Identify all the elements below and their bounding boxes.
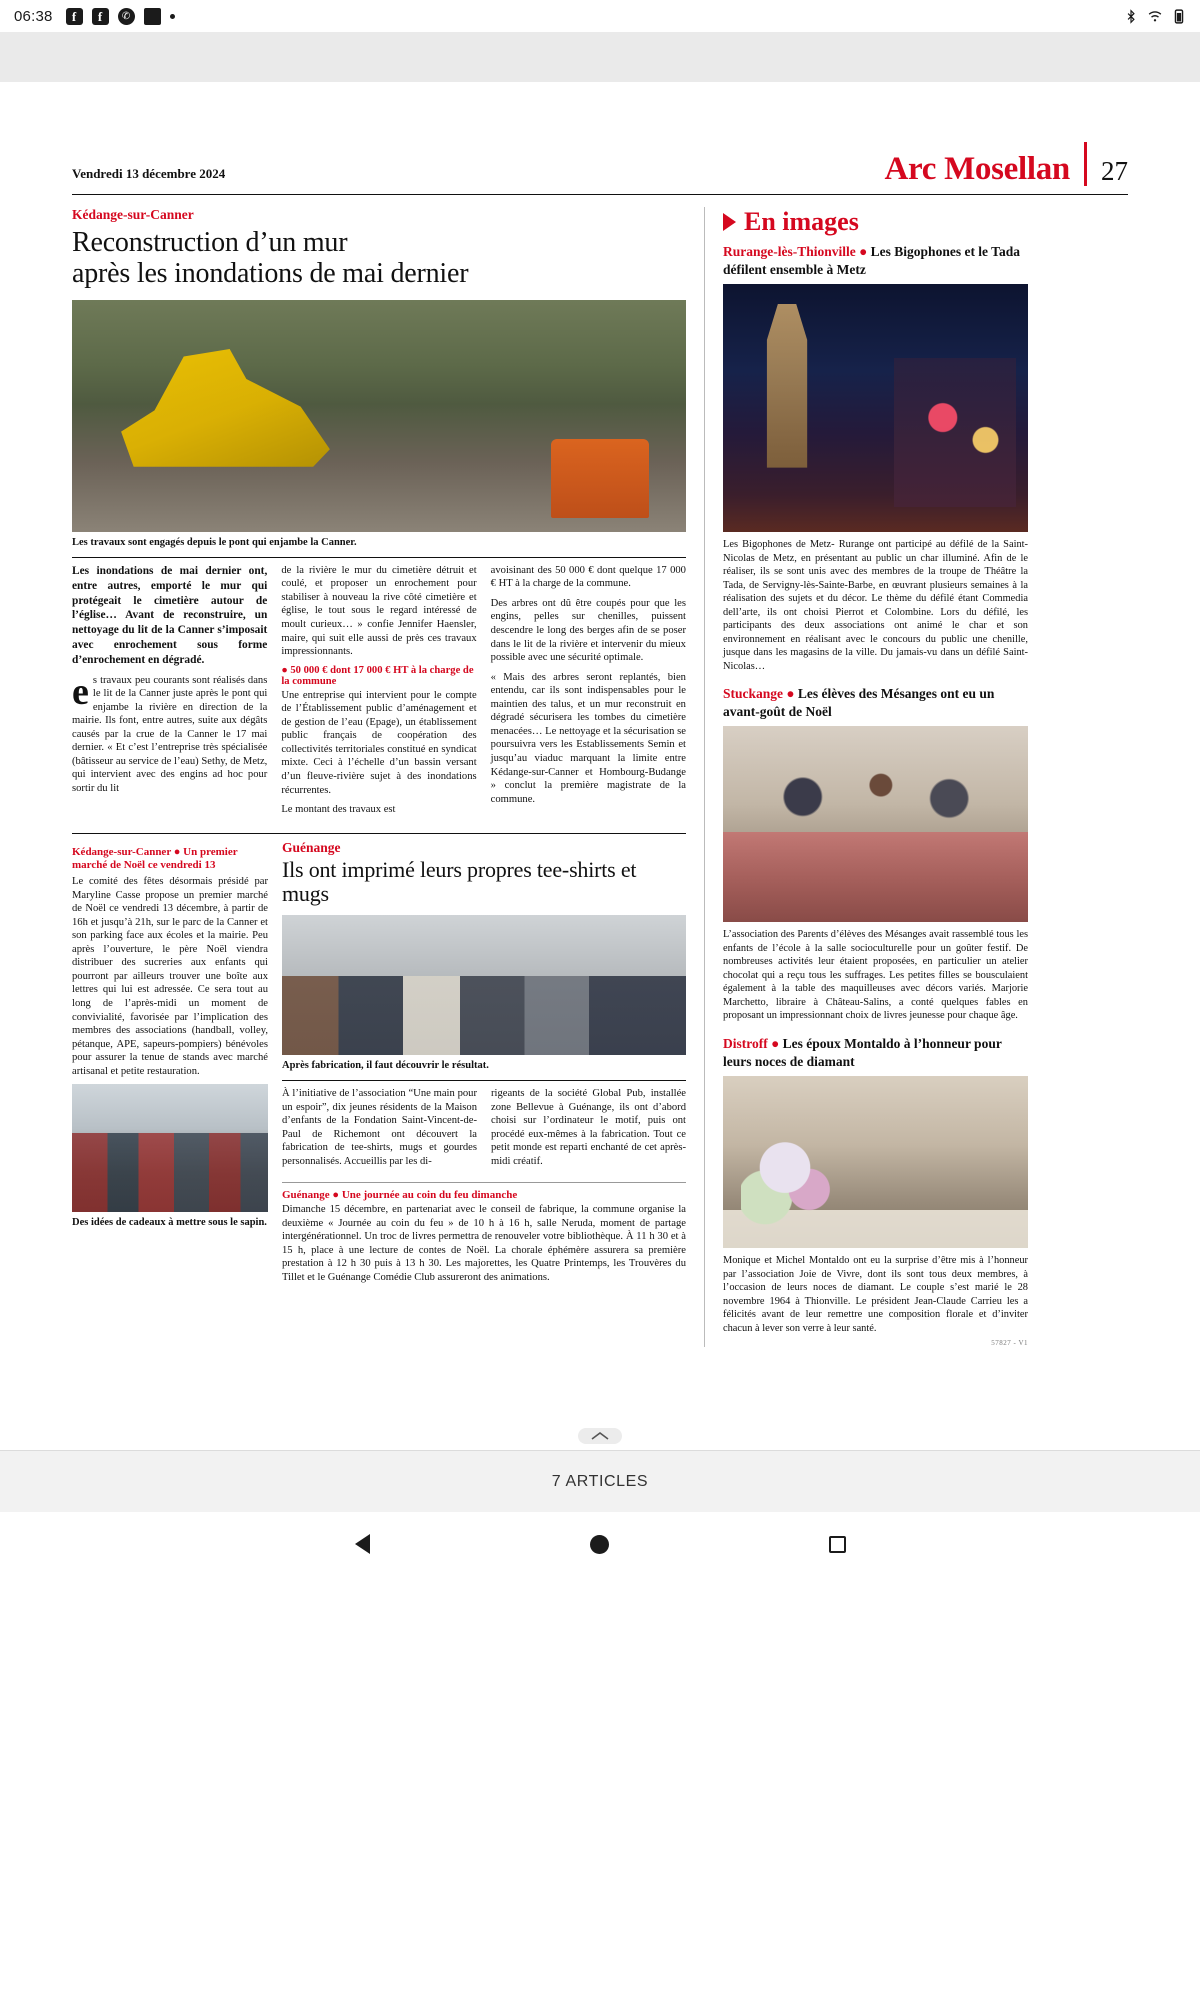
main-article-col3-p2: Des arbres ont dû être coupés pour que les engins, pelles sur chenilles, puissent descendre le long des berges afin de se poser dans le lit de la rivière et intervenir du mieux possible avec une sécurité optimale. xyxy=(490,597,686,664)
en-images-item3-title xyxy=(723,1035,1028,1070)
article-feu-body: Dimanche 15 décembre, en partenariat avec le conseil de fabrique, la commune organise la deuxième « Journée au coin du feu » de 10 h à 16 h, salle Neruda, moment de partage intergénérationnel. Un troc de livres permettra de renouveler votre bibliothèque. À 11 h 30 et à 15 h, place à une lecture de contes de Noël. La chorale éphémère assurera sa première prestation à 12 h 30 puis à 13 h 30. Les majorettes, les Quatre Printemps, les Trouvères du Tillet et le Guénange Comédie Club assureront des animations. xyxy=(282,1204,686,1283)
android-nav-area xyxy=(0,1512,1200,2000)
article-guenange-body xyxy=(282,1087,686,1174)
left-column xyxy=(72,207,704,1347)
section-divider xyxy=(282,1182,686,1183)
section-divider xyxy=(72,833,686,834)
main-article-col2-subhead: ● 50 000 € dont 17 000 € HT à la charge de la commune xyxy=(281,664,474,687)
battery-icon xyxy=(1172,8,1186,25)
articles-count-bar[interactable] xyxy=(0,1450,1200,1512)
article-guenange-photo xyxy=(282,915,686,1055)
article-marche-photo xyxy=(72,1084,268,1212)
main-article-col2-p2: Une entreprise qui intervient pour le compte de l’Établissement public d’aménagement et de gestion de l’eau (Epage), un établissement public français de coopération des collectivités territoriales constitué en syndicat mixte. Ceci à l’échelle d’un bassin versant d’un fleuve-rivière sujet à des inondations récurrentes. xyxy=(281,689,477,796)
caption-divider xyxy=(282,1080,686,1081)
masthead-divider xyxy=(72,194,1128,195)
right-column xyxy=(704,207,1028,1347)
facebook-icon: f xyxy=(66,8,83,25)
dot-icon xyxy=(170,14,175,19)
body-column-3 xyxy=(491,564,686,823)
facebook-icon: f xyxy=(92,8,109,25)
en-images-item1-photo xyxy=(723,284,1028,532)
newspaper-page[interactable] xyxy=(0,82,1200,1442)
article-guenange-headline: Ils ont imprimé leurs propres tee-shirts et mugs xyxy=(282,856,637,907)
article-feu-kicker: Guénange ● Une journée au coin du feu dimanche xyxy=(282,1189,518,1202)
article-marche-photo-caption: Des idées de cadeaux à mettre sous le sapin. xyxy=(72,1217,267,1229)
article-marche-kicker: Kédange-sur-Canner ● Un premier marché de Noël ce vendredi 13 xyxy=(72,845,238,872)
article-guenange[interactable] xyxy=(282,840,686,1291)
caption-divider xyxy=(72,557,686,558)
masthead-rule xyxy=(1084,142,1087,186)
status-right-icons xyxy=(1124,8,1186,25)
articles-count-label: 7 ARTICLES xyxy=(551,1472,649,1490)
en-images-item3-photo xyxy=(723,1076,1028,1248)
main-article-col1-p1: es travaux peu courants sont réalisés dans le lit de la Canner juste après le pont qui enjambe la rivière en direction de la mairie. Ils font, entre autres, suite aux dégâts causés par la crue de la Canner le 17 mai dernier. « Et c’est l’entreprise très spécialisée (bâtisseur au service de l’eau) Sethy, de Metz, qui intervient avec des engins ad hoc pour sortir du lit xyxy=(72,670,268,795)
body-column-2 xyxy=(281,564,476,823)
play-triangle-icon xyxy=(723,213,736,231)
bullet-icon: ● xyxy=(786,686,798,702)
page-gap xyxy=(0,32,1200,82)
main-article-photo xyxy=(72,300,686,532)
main-article-lead: Les inondations de mai dernier ont, entre autres, emporté le mur qui protégeait le cimetière autour de l’église… Avant de reconstruire, un nettoyage du lit de la Canner s’imposait avec enrochement sous forme d’enrochement en dégradé. xyxy=(72,564,268,666)
en-images-item2-headline: Les élèves des Mésanges ont eu un avant-goût de Noël xyxy=(723,686,995,719)
article-guenange-photo-caption: Après fabrication, il faut découvrir le résultat. xyxy=(282,1059,489,1071)
battery-app-icon xyxy=(144,8,161,25)
recents-icon[interactable] xyxy=(829,1536,846,1553)
en-images-item3-body: Monique et Michel Montaldo ont eu la surprise d’être mis à l’honneur par l’association Joie de Vivre, dont ils sont tous deux membres, à l’occasion de leurs noces de diamant. Le couple s’est marié le 28 novembre 1964 à Thionville. Le président Jean-Claude Carrieu les a félicités avant de leur remettre une composition florale et d’inviter chacun à lever son verre à leur santé. xyxy=(723,1255,1028,1334)
bullet-icon: ● xyxy=(771,1035,783,1051)
android-nav-bar xyxy=(0,1512,1200,1576)
back-icon[interactable] xyxy=(355,1534,370,1554)
main-article-headline xyxy=(72,227,686,290)
bluetooth-icon xyxy=(1124,8,1138,25)
en-images-item1-headline: Les Bigophones et le Tada défilent ensemble à Metz xyxy=(723,244,1020,277)
en-images-item1-title xyxy=(723,243,1028,278)
en-images-item1-location: Rurange-lès-Thionville xyxy=(723,244,856,259)
home-icon[interactable] xyxy=(590,1535,609,1554)
headline-line-2: après les inondations de mai dernier xyxy=(72,258,469,290)
status-clock: 06:38 xyxy=(14,7,53,25)
headline-line-1: Reconstruction d’un mur xyxy=(72,227,348,258)
main-article-body xyxy=(72,564,686,823)
bullet-icon: ● xyxy=(859,244,871,259)
main-article-col3-p3: « Mais des arbres seront replantés, bien entendu, car ils sont indispensables pour le maintien des talus, et un mur reconstruit en dégradé sécurisera les tombes du cimetière menacées… Le nettoyage et la sécurisation se poursuivra vers les Establissements Semin et jusqu’au viaduc marquant la limite entre Kédange-sur-Canner et Hombourg-Budange » conclut la première magistrate de la commune. xyxy=(490,671,686,805)
main-article-col3-p1: avoisinant des 50 000 € dont quelque 17 000 € HT à la charge de la commune. xyxy=(490,564,686,590)
expand-pill[interactable] xyxy=(578,1428,622,1444)
en-images-item2-photo xyxy=(723,726,1028,922)
masthead-title: Arc Mosellan xyxy=(884,151,1070,187)
article-guenange-col2: rigeants de la société Global Pub, installée zone Bellevue à Guénange, ils ont d’abord choisi sur l’ordinateur le motif, puis ont procédé eux-mêmes à la fabrication. Tout ce petit monde est reparti enchanté de cet après-midi créatif. xyxy=(491,1087,686,1167)
en-images-item3-location: Distroff xyxy=(723,1035,768,1051)
article-guenange-kicker: Guénange xyxy=(282,839,341,855)
article-guenange-col1: À l’initiative de l’association “Une main pour un espoir”, dix jeunes résidents de la Maison d’enfants de la Fondation Saint-Vincent-de-Paul de Richemont ont découvert la fabrication de tee-shirts, mugs et gourdes personnalisés. Accueillis par les di- xyxy=(282,1087,477,1167)
en-images-item2-location: Stuckange xyxy=(723,686,784,702)
body-column-1 xyxy=(72,564,267,823)
status-bar xyxy=(0,0,1200,32)
article-marche[interactable] xyxy=(72,840,268,1238)
main-article-photo-caption: Les travaux sont engagés depuis le pont qui enjambe la Canner. xyxy=(72,536,357,548)
en-images-item3-headline: Les époux Montaldo à l’honneur pour leurs noces de diamant xyxy=(723,1035,1002,1069)
page-date: Vendredi 13 décembre 2024 xyxy=(72,166,226,181)
main-article-col2-p3: Le montant des travaux est xyxy=(281,804,396,816)
main-article-col2-p1: de la rivière le mur du cimetière détruit et coulé, et proposer un enrochement pour stabiliser à nouveau la rive côté cimetière et église, le tout sous le regard intéressé de moult curieux… » confie Jennifer Haensler, maire, qui suit elle aussi de près ces travaux impressionnants. xyxy=(281,564,477,658)
article-marche-body: Le comité des fêtes désormais présidé par Maryline Casse propose un premier marché de Noël ce vendredi 13 décembre, à partir de 16h et jusqu’à 21h, sur le parc de la Canner et son parking face aux écoles et la mairie. Peu après l’ouverture, le père Noël viendra distribuer des sucreries aux enfants qui pourront par ailleurs trouver une boîte aux lettres qui lui est adressée. Ce sera tout au long de l’après-midi un moment de convivialité, favorisée par l’implication des membres des associations (handball, volley, pétanque, APE, sapeurs-pompiers) bénévoles pour assurer la tenue de stands avec marché artisanal et petite restauration. xyxy=(72,876,268,1077)
chevron-up-icon xyxy=(591,1431,609,1441)
messenger-icon: ✆ xyxy=(118,8,135,25)
lower-left-block xyxy=(72,840,686,1291)
page-credit: 57827 - V1 xyxy=(991,1339,1028,1348)
en-images-title: En images xyxy=(744,207,859,236)
page-columns xyxy=(72,207,1128,1347)
en-images-item2-body: L’association des Parents d’élèves des Mésanges avait rassemblé tous les enfants de l’école à la salle socioculturelle pour un goûter festif. De nombreuses activités leur étaient proposées, en particulier un atelier chocolat qui a reçu tous les suffrages. Les petites filles se bousculaient également à la table des maquilleuses avec décors variés. Marjorie Marchetto, libraire à Château-Salins, a conté quelques fables en proposant un impressionnant choix de livres jeunesse pour chaque âge. xyxy=(723,929,1028,1022)
en-images-item1-body: Les Bigophones de Metz- Rurange ont participé au défilé de la Saint-Nicolas de Metz, en présentant au public un char illuminé. Afin de le réaliser, ils se sont unis avec des membres de la troupe de Théâtre la Tada, de Servigny-lès-Sainte-Barbe, en œuvrant plusieurs semaines à la réalisation des sujets et du décor. Le thème du défilé étant Commedia dell’arte, ils ont choisi Pierrot et Colombine. Lors du défilé, les participants des deux associations ont animé le char et son environnement en réalisant avec le concours du public une chenille, jusque dans les magasins de la ville. Du jamais-vu dans un défilé Saint-Nicolas… xyxy=(723,539,1028,672)
expand-handle[interactable] xyxy=(0,1422,1200,1450)
masthead xyxy=(72,82,1128,186)
wifi-icon xyxy=(1148,8,1162,25)
page-number: 27 xyxy=(1101,156,1128,186)
main-article-kicker: Kédange-sur-Canner xyxy=(72,207,194,222)
en-images-heading xyxy=(723,207,1028,237)
en-images-item2-title xyxy=(723,685,1028,720)
